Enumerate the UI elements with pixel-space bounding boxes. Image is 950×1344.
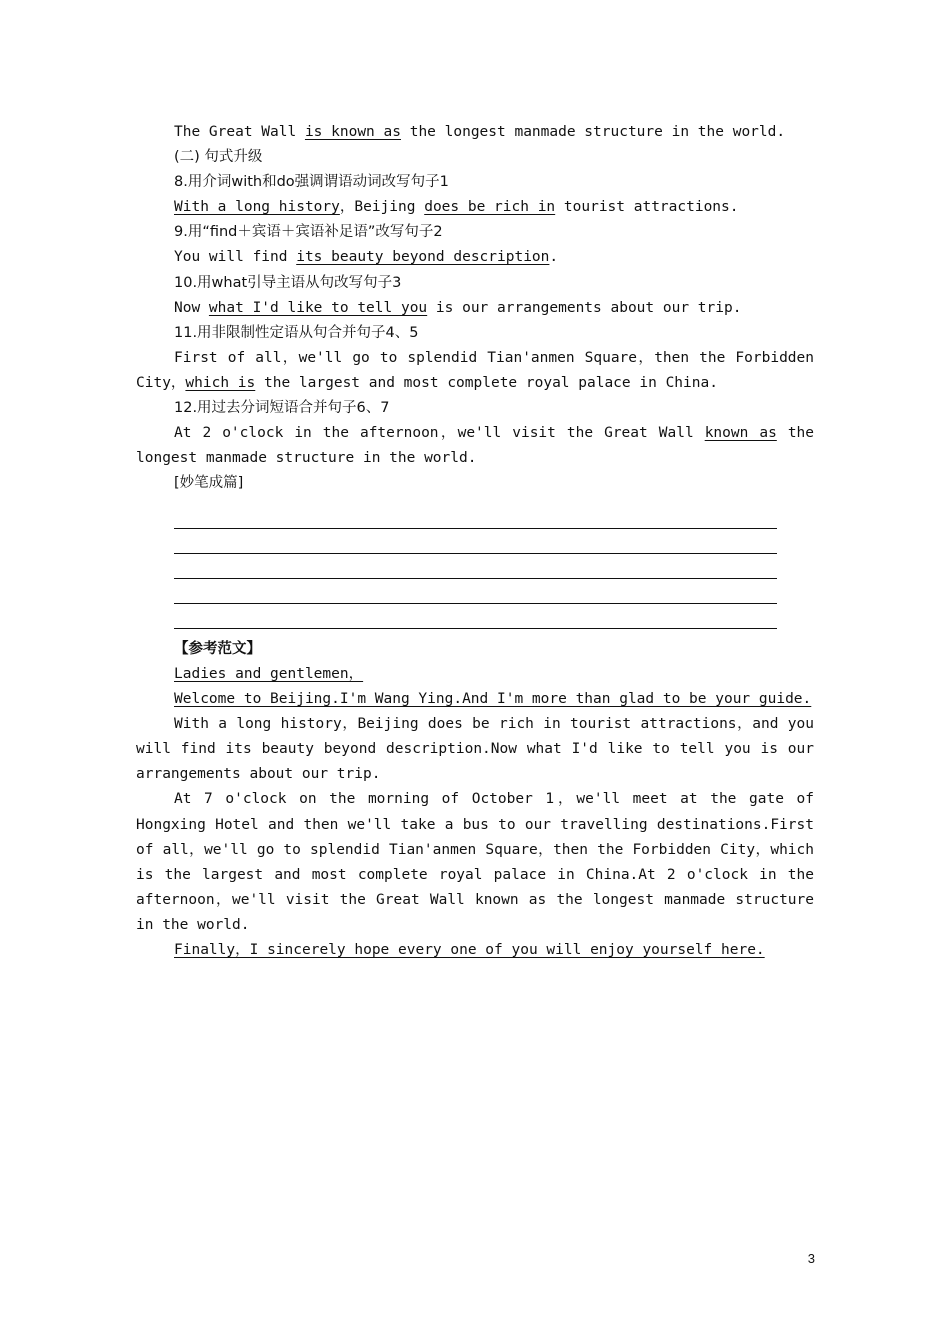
question-10: 10.用what引导主语从句改写句子3: [174, 274, 402, 291]
writing-line[interactable]: [174, 579, 777, 604]
underlined-phrase: its beauty beyond description: [296, 249, 550, 266]
essay-closing: Finally，I sincerely hope every one of you will enjoy yourself here.: [174, 941, 765, 958]
section-title-sentence-upgrade: (二) 句式升级: [174, 149, 263, 166]
answer-10: Now what I'd like to tell you is our arrangements about our trip.: [174, 299, 742, 316]
sentence-great-wall: The Great Wall is known as the longest manmade structure in the world.: [174, 124, 786, 140]
essay-paragraph-1: With a long history，Beijing does be rich in tourist attractions，and you will find its beauty beyond description.Now what I'd like to tell you is our arrangements about our trip.: [136, 716, 814, 783]
underlined-phrase: known as: [704, 425, 777, 442]
section-title-writing: [妙笔成篇]: [174, 475, 244, 492]
underlined-phrase: does be rich in: [424, 199, 556, 216]
question-11: 11.用非限制性定语从句合并句子4、5: [174, 324, 419, 341]
writing-lines: [174, 504, 777, 628]
question-12: 12.用过去分词短语合并句子6、7: [174, 400, 390, 417]
answer-12-line-2: longest manmade structure in the world.: [136, 450, 477, 467]
document-body: [136, 120, 814, 963]
writing-line[interactable]: [174, 504, 777, 529]
underlined-phrase: With a long history: [174, 199, 340, 216]
answer-12-line-1: At 2 o'clock in the afternoon，we'll visit the Great Wall known as the: [174, 425, 815, 442]
underlined-phrase: which is: [185, 374, 256, 391]
answer-8: With a long history，Beijing does be rich in tourist attractions.: [174, 199, 739, 216]
essay-welcome: Welcome to Beijing.I'm Wang Ying.And I'm more than glad to be your guide.: [174, 691, 812, 708]
question-9: 9.用“find＋宾语＋宾语补足语”改写句子2: [174, 224, 443, 241]
answer-11-line-1: First of all，we'll go to splendid Tian'anmen Square，then the Forbidden: [174, 349, 814, 366]
underlined-phrase: is known as: [304, 124, 401, 140]
page-number: 3: [807, 1251, 815, 1266]
writing-line[interactable]: [174, 529, 777, 554]
writing-line[interactable]: [174, 604, 777, 629]
answer-9: You will find its beauty beyond description.: [174, 249, 559, 266]
writing-line[interactable]: [174, 554, 777, 579]
reference-essay-title: 【参考范文】: [174, 640, 261, 657]
question-8: 8.用介词with和do强调谓语动词改写句子1: [174, 174, 449, 191]
answer-11-line-2: City，which is the largest and most complete royal palace in China.: [136, 374, 718, 391]
essay-greeting: Ladies and gentlemen，: [174, 665, 364, 682]
essay-paragraph-2: At 7 o'clock on the morning of October 1，we'll meet at the gate of Hongxing Hotel and then we'll take a bus to our travelling destinations.First of all，we'll go to splendid Tian'anmen Square，then the Forbidden City，which is the largest and most complete royal palace in China.At 2 o'clock in the afternoon，we'll visit the Great Wall known as the longest manmade structure in the world.: [136, 791, 814, 933]
underlined-phrase: what I'd like to tell you: [208, 299, 428, 316]
